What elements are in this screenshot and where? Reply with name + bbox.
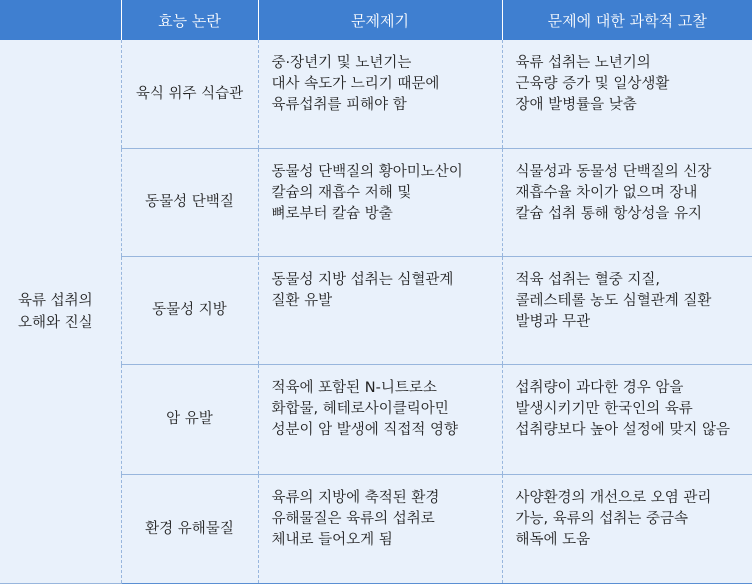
topic-cell: 환경 유해물질 — [121, 475, 258, 584]
issue-cell: 중·장년기 및 노년기는 대사 속도가 느리기 때문에 육류섭취를 피해야 함 — [258, 40, 502, 149]
review-cell: 식물성과 동물성 단백질의 신장 재흡수율 차이가 없으며 장내 칼슘 섭취 통해 항상성을 유지 — [502, 149, 752, 257]
review-cell: 섭취량이 과다한 경우 암을 발생시키기만 한국인의 육류 섭취량보다 높아 설정에 맞지 않음 — [502, 365, 752, 475]
header-row — [0, 0, 752, 40]
review-cell: 육류 섭취는 노년기의 근육량 증가 및 일상생활 장애 발병률을 낮춤 — [502, 40, 752, 149]
category-cell — [0, 40, 121, 584]
topic-cell: 육식 위주 식습관 — [121, 40, 258, 149]
issue-cell: 육류의 지방에 축적된 환경 유해물질은 육류의 섭취로 체내로 들어오게 됨 — [258, 475, 502, 584]
issue-cell: 적육에 포함된 N-니트로소 화합물, 헤테로사이클릭아민 성분이 암 발생에 직접적 영향 — [258, 365, 502, 475]
header-cell-review: 문제에 대한 과학적 고찰 — [502, 0, 752, 40]
header-cell-category — [0, 0, 121, 40]
topic-cell: 동물성 단백질 — [121, 149, 258, 257]
issue-cell: 동물성 지방 섭취는 심혈관계 질환 유발 — [258, 257, 502, 365]
header-cell-issue: 문제제기 — [258, 0, 502, 40]
review-cell: 사양환경의 개선으로 오염 관리 가능, 육류의 섭취는 중금속 해독에 도움 — [502, 475, 752, 584]
review-cell: 적육 섭취는 혈중 지질, 콜레스테롤 농도 심혈관계 질환 발병과 무관 — [502, 257, 752, 365]
topic-cell: 암 유발 — [121, 365, 258, 475]
topic-cell: 동물성 지방 — [121, 257, 258, 365]
table-row — [0, 40, 752, 149]
header-cell-topic: 효능 논란 — [121, 0, 258, 40]
category-label: 육류 섭취의 오해와 진실 — [18, 292, 93, 331]
issue-cell: 동물성 단백질의 황아미노산이 칼슘의 재흡수 저해 및 뼈로부터 칼슘 방출 — [258, 149, 502, 257]
